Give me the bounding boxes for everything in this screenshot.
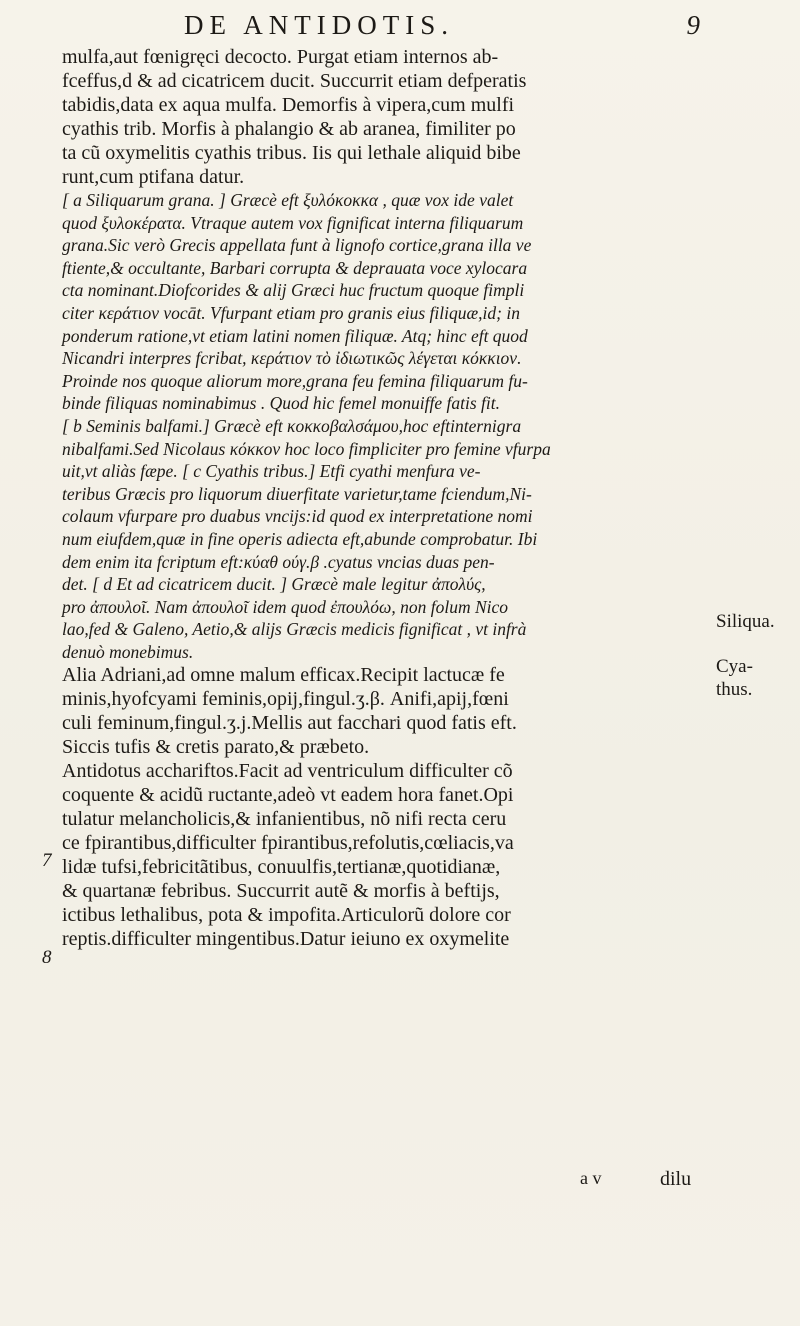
page-number: 9 <box>686 10 700 40</box>
margin-note-cyathus-2: thus. <box>716 679 753 700</box>
text-line: tulatur melancholicis,& infanientibus, nõ nifi recta ceru <box>62 808 507 831</box>
text-line: & quartanæ febribus. Succurrit autẽ & morfis à beftijs, <box>62 880 500 903</box>
text-line: culi feminum,fingul.ʒ.j.Mellis aut facchari quod fatis eft. <box>62 712 517 735</box>
text-line: reptis.difficulter mingentibus.Datur ieiuno ex oxymelite <box>62 928 510 951</box>
page-header <box>60 10 700 46</box>
text-line: fceffus,d & ad cicatricem ducit. Succurrit etiam defperatis <box>62 70 527 92</box>
note-line: num eiufdem,quæ in fine operis adiecta eft,abunde comprobatur. Ibi <box>62 528 538 549</box>
catchword: dilu <box>660 1168 692 1190</box>
text-line: lidæ tufsi,febricitãtibus, conuulfis,tertianæ,quotidianæ, <box>62 856 501 879</box>
text-line: tabidis,data ex aqua mulfa. Demorfis à vipera,cum mulfi <box>62 94 515 116</box>
margin-note-cyathus-1: Cya- <box>716 656 753 677</box>
note-line: nibalfami.Sed Nicolaus κόκκον hoc loco fimpliciter pro femine vfurpa <box>62 438 551 459</box>
signature-mark: a v <box>580 1168 602 1188</box>
margin-number-7: 7 <box>42 850 52 871</box>
note-line: [ b Seminis balfami.] Græcè eft κοκκοβαλσάμου,hoc eftinternigra <box>62 415 522 436</box>
text-line: runt,cum ptifana datur. <box>62 166 245 188</box>
text-line: mulfa,aut fœnigręci decocto. Purgat etiam internos ab- <box>62 46 499 68</box>
text-line: ce fpirantibus,difficulter fpirantibus,refolutis,cœliacis,va <box>62 832 514 855</box>
note-line: pro ἀπουλοῖ. Nam ἀπουλοῖ idem quod ἐπουλόω, non folum Nico <box>62 596 509 617</box>
note-line: [ a Siliquarum grana. ] Græcè eft ξυλόκοκκα , quæ vox ide valet <box>62 190 514 210</box>
note-line: citer κεράτιον vocāt. Vfurpant etiam pro granis eius filiquæ,id; in <box>62 302 520 323</box>
main-text-block <box>62 45 702 951</box>
note-line: lao,fed & Galeno, Aetio,& alijs Græcis medicis fignificat , vt infrà <box>62 619 527 640</box>
note-line: Proinde nos quoque aliorum more,grana feu femina filiquarum fu- <box>62 370 528 391</box>
running-head: DE ANTIDOTIS. <box>184 10 454 40</box>
note-line: grana.Sic verò Grecis appellata funt à lignofo cortice,grana illa ve <box>62 235 532 256</box>
text-line: minis,hyofcyami feminis,opij,fingul.ʒ.β. Anifi,apij,fœni <box>62 688 509 711</box>
text-line: cyathis trib. Morfis à phalangio & ab aranea, fimiliter po <box>62 118 516 140</box>
text-line: Siccis tufis & cretis parato,& præbeto. <box>62 736 370 759</box>
text-line: ictibus lethalibus, pota & impofita.Articulorũ dolore cor <box>62 904 511 927</box>
note-line: ponderum ratione,vt etiam latini nomen filiquæ. Atq; hinc eft quod <box>62 325 528 346</box>
margin-number-8: 8 <box>42 947 52 968</box>
note-line: dem enim ita fcriptum eft:κύαθ ούγ.β .cyatus vncias duas pen- <box>62 551 495 572</box>
note-line: ftiente,& occultante, Barbari corrupta & deprauata voce xylocara <box>62 257 528 278</box>
note-line: binde filiquas nominabimus . Quod hic femel monuiffe fatis fit. <box>62 393 500 414</box>
text-line: Antidotus acchariftos.Facit ad ventriculum difficulter cõ <box>62 760 513 783</box>
note-line: cta nominant.Diofcorides & alij Græci huc fructum quoque fimpli <box>62 280 525 301</box>
note-line: quod ξυλοκέρατα. Vtraque autem vox fignificat interna filiquarum <box>62 212 524 233</box>
note-line: det. [ d Et ad cicatricem ducit. ] Græcè male legitur ἀπολύς, <box>62 574 486 595</box>
text-line: ta cũ oxymelitis cyathis tribus. Iis qui lethale aliquid bibe <box>62 142 521 164</box>
note-line: uit,vt aliàs fæpe. [ c Cyathis tribus.] Etfi cyathi menfura ve- <box>62 461 481 482</box>
note-line: teribus Græcis pro liquorum diuerfitate varietur,tame fciendum,Ni- <box>62 483 532 504</box>
note-line: Nicandri interpres fcribat, κεράτιον τὸ ἰδιωτικῶς λέγεται κόκκιον. <box>62 348 522 369</box>
text-line: Alia Adriani,ad omne malum efficax.Recipit lactucæ fe <box>62 664 505 687</box>
margin-note-siliqua: Siliqua. <box>716 611 775 632</box>
text-line: coquente & acidũ ructante,adeò vt eadem hora fanet.Opi <box>62 784 514 807</box>
note-line: denuò monebimus. <box>62 641 194 662</box>
note-line: colaum vfurpare pro duabus vncijs:id quod ex interpretatione nomi <box>62 506 533 527</box>
